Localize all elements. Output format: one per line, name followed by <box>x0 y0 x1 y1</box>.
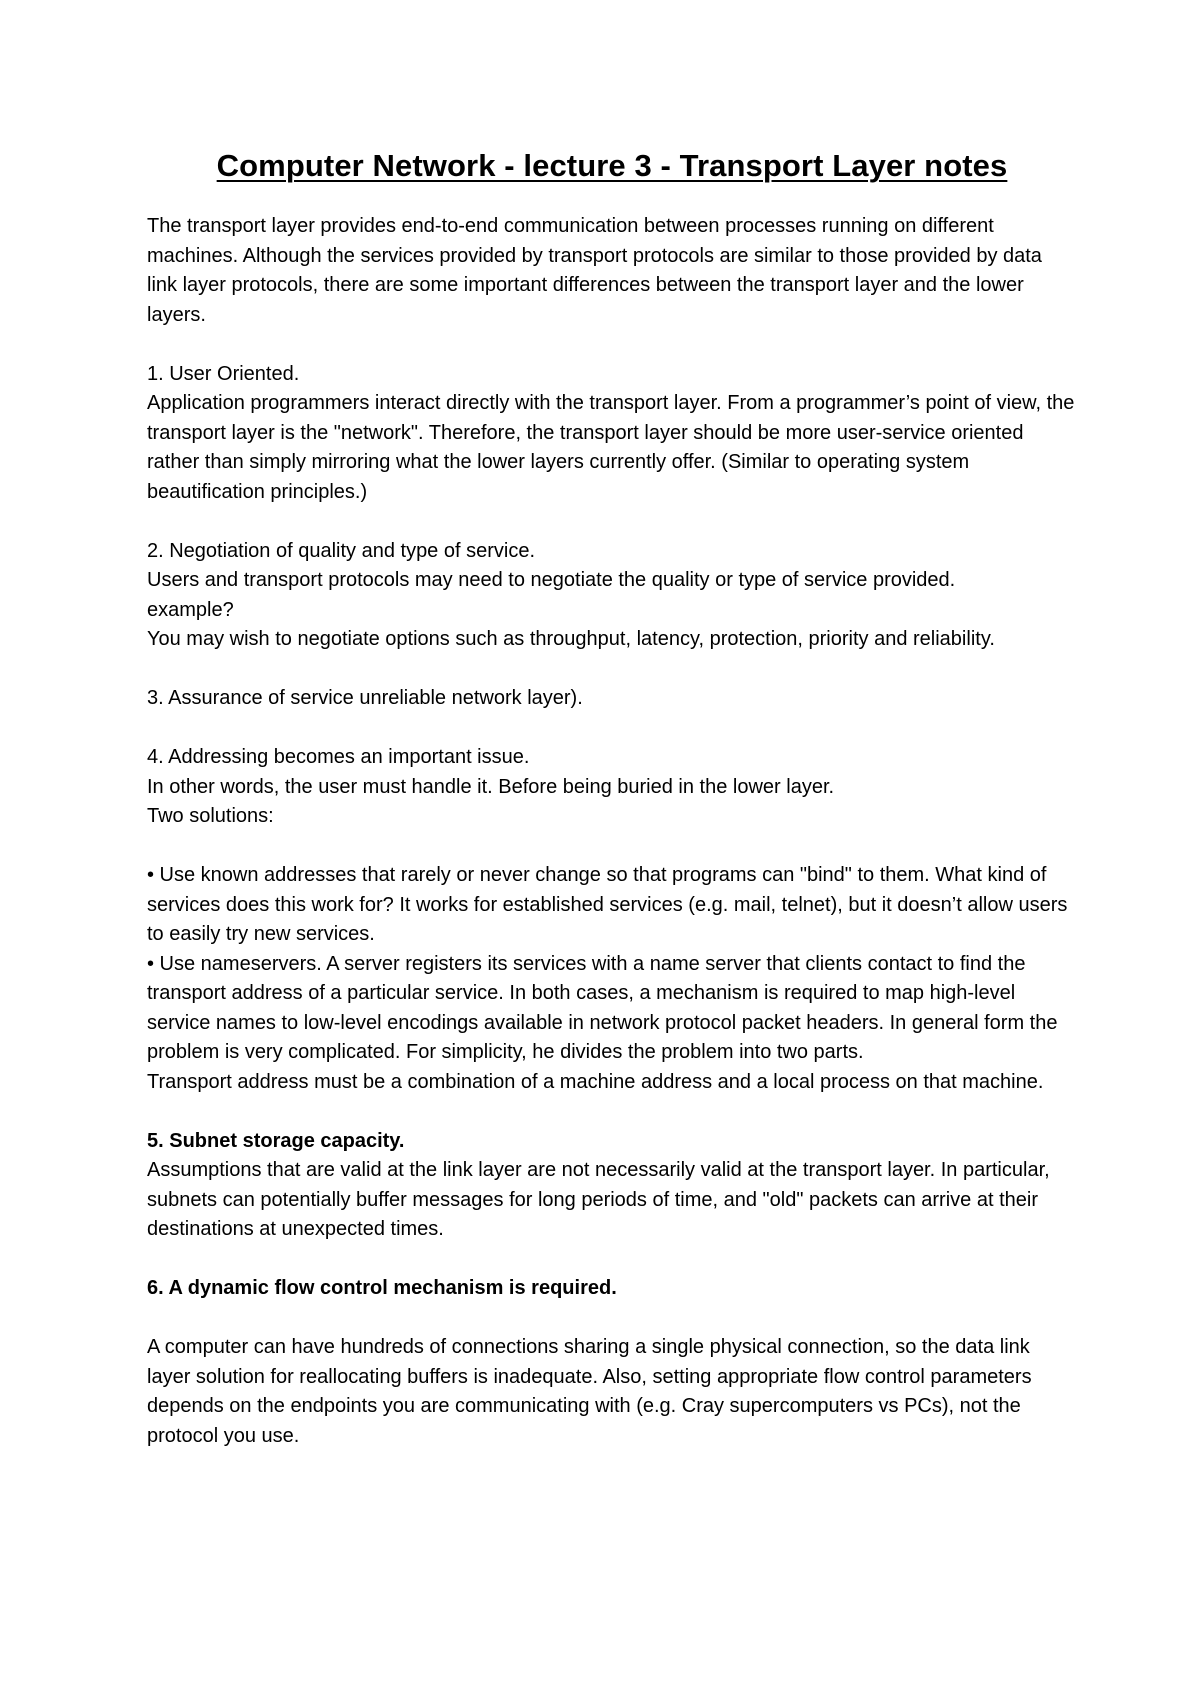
section-1-heading: 1. User Oriented. <box>147 362 300 385</box>
section-5 <box>147 1127 1077 1245</box>
section-6-body: A computer can have hundreds of connections sharing a single physical connection, so the data link layer solution for reallocating buffers is inadequate. Also, setting appropriate flow control parameters depends on the endpoints you are communicating with (e.g. Cray supercomputers vs PCs), not the protocol you use. <box>147 1336 1032 1447</box>
section-6-body-block <box>147 1333 1077 1451</box>
section-4-line-2: Two solutions: <box>147 805 274 827</box>
section-6-heading-block <box>147 1274 1077 1304</box>
section-4-intro <box>147 743 1077 832</box>
document-title: Computer Network - lecture 3 - Transport Layer notes <box>216 148 1008 183</box>
section-2-line-1: Users and transport protocols may need to negotiate the quality or type of service provided. <box>147 569 956 591</box>
section-3 <box>147 684 1077 714</box>
section-4-bullets <box>147 861 1077 1097</box>
section-5-heading: 5. Subnet storage capacity. <box>147 1129 405 1152</box>
intro-text: The transport layer provides end-to-end communication between processes running on different machines. Although the services provided by transport protocols are similar to those provided by data link layer protocols, there are some important differences between the transport layer and the lower layers. <box>147 215 1042 326</box>
section-4-line-1: In other words, the user must handle it. Before being buried in the lower layer. <box>147 775 835 798</box>
section-4-line-3: Transport address must be a combination of a machine address and a local process on that machine. <box>147 1070 1044 1093</box>
document-page <box>147 148 1077 1451</box>
section-4-bullet-2: • Use nameservers. A server registers its services with a name server that clients contact to find the transport address of a particular service. In both cases, a mechanism is required to map high-level service names to low-level encodings available in network protocol packet headers. In general form the problem is very complicated. For simplicity, he divides the problem into two parts. <box>147 952 1058 1063</box>
section-2-heading: 2. Negotiation of quality and type of service. <box>147 539 536 562</box>
section-4-heading: 4. Addressing becomes an important issue. <box>147 746 530 768</box>
section-2-line-2: example? <box>147 598 234 621</box>
section-3-heading: 3. Assurance of service unreliable network layer). <box>147 687 583 709</box>
section-4-bullet-1: • Use known addresses that rarely or never change so that programs can "bind" to them. What kind of services does this work for? It works for established services (e.g. mail, telnet), but it doesn’t allow users to easily try new services. <box>147 864 1068 945</box>
section-1-body: Application programmers interact directly with the transport layer. From a programmer’s point of view, the transport layer is the "network". Therefore, the transport layer should be more user-service oriented rather than simply mirroring what the lower layers currently offer. (Similar to operating system beautification principles.) <box>147 392 1075 503</box>
section-2 <box>147 537 1077 655</box>
section-2-line-3: You may wish to negotiate options such as throughput, latency, protection, priority and reliability. <box>147 628 995 650</box>
section-1 <box>147 360 1077 508</box>
section-5-body: Assumptions that are valid at the link layer are not necessarily valid at the transport layer. In particular, subnets can potentially buffer messages for long periods of time, and "old" packets can arrive at their destinations at unexpected times. <box>147 1159 1050 1240</box>
intro-paragraph <box>147 212 1077 330</box>
section-6-heading: 6. A dynamic flow control mechanism is required. <box>147 1277 617 1299</box>
